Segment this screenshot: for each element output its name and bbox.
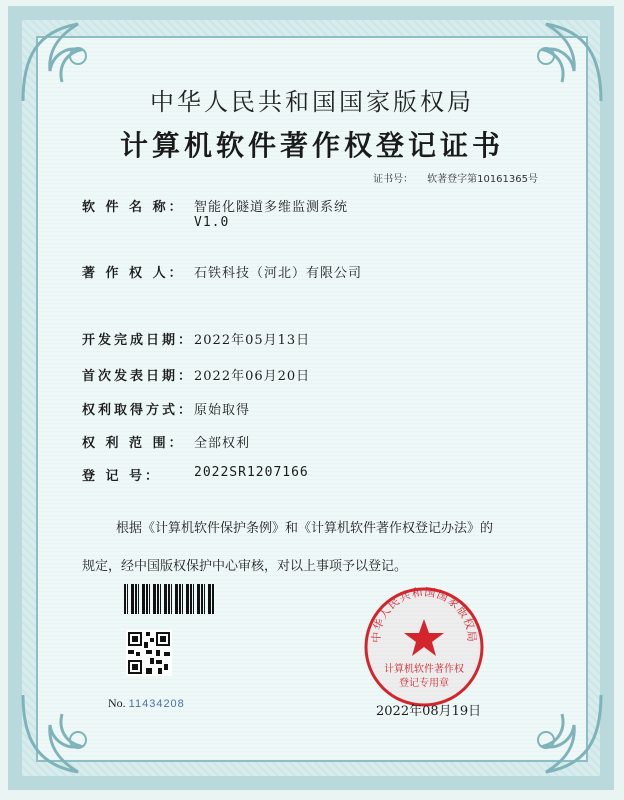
field-rights-scope [82,432,250,451]
certificate-number-value: 软著登字第10161365号 [427,174,538,185]
software-version-value: V1.0 [194,215,230,230]
serial-number [108,696,185,711]
serial-value: 11434208 [128,698,185,710]
field-label: 登 记 号： [82,469,162,484]
seal-line-2: 登记专用章 [399,678,449,689]
development-date-value: 2022年05月13日 [194,333,311,348]
barcode-icon [124,584,214,614]
software-name-value: 智能化隧道多维监测系统 [194,200,349,215]
registration-number-value: 2022SR1207166 [194,465,309,480]
field-copyright-owner [82,262,362,281]
qr-code-icon [126,630,172,676]
seal-ring-text: 中华人民共和国国家版权局 [369,585,479,644]
seal-line-1: 计算机软件著作权 [384,664,464,675]
field-registration-number [82,465,309,484]
corner-ornament-icon [18,690,108,780]
field-label: 软 件 名 称： [82,200,185,215]
field-label: 权 利 范 围： [82,436,185,451]
issuing-authority: 中华人民共和国国家版权局 [150,88,474,116]
registration-statement [82,510,552,586]
first-publish-date-value: 2022年06月20日 [194,369,311,384]
acquisition-method-value: 原始取得 [194,403,251,418]
certificate-number-label: 证书号： [373,174,414,185]
copyright-owner-value: 石铁科技（河北）有限公司 [194,266,363,281]
field-software-name [82,196,348,230]
serial-prefix: No. [108,696,126,710]
certificate-title: 计算机软件著作权登记证书 [119,129,504,162]
field-label: 首次发表日期： [82,369,195,384]
rights-scope-value: 全部权利 [194,436,251,451]
field-label: 著 作 权 人： [82,266,185,281]
field-development-date [82,329,310,348]
certificate-number [373,170,538,185]
field-first-publish-date [82,365,310,384]
issue-date: 2022年08月19日 [376,704,482,719]
field-label: 开发完成日期： [82,333,195,348]
field-acquisition-method [82,399,250,418]
corner-ornament-icon [516,690,606,780]
official-seal-icon [362,585,486,709]
statement-line-2: 规定，经中国版权保护中心审核，对以上事项予以登记。 [82,559,408,574]
statement-line-1: 根据《计算机软件保护条例》和《计算机软件著作权登记办法》的 [116,521,494,536]
field-label: 权利取得方式： [82,403,195,418]
